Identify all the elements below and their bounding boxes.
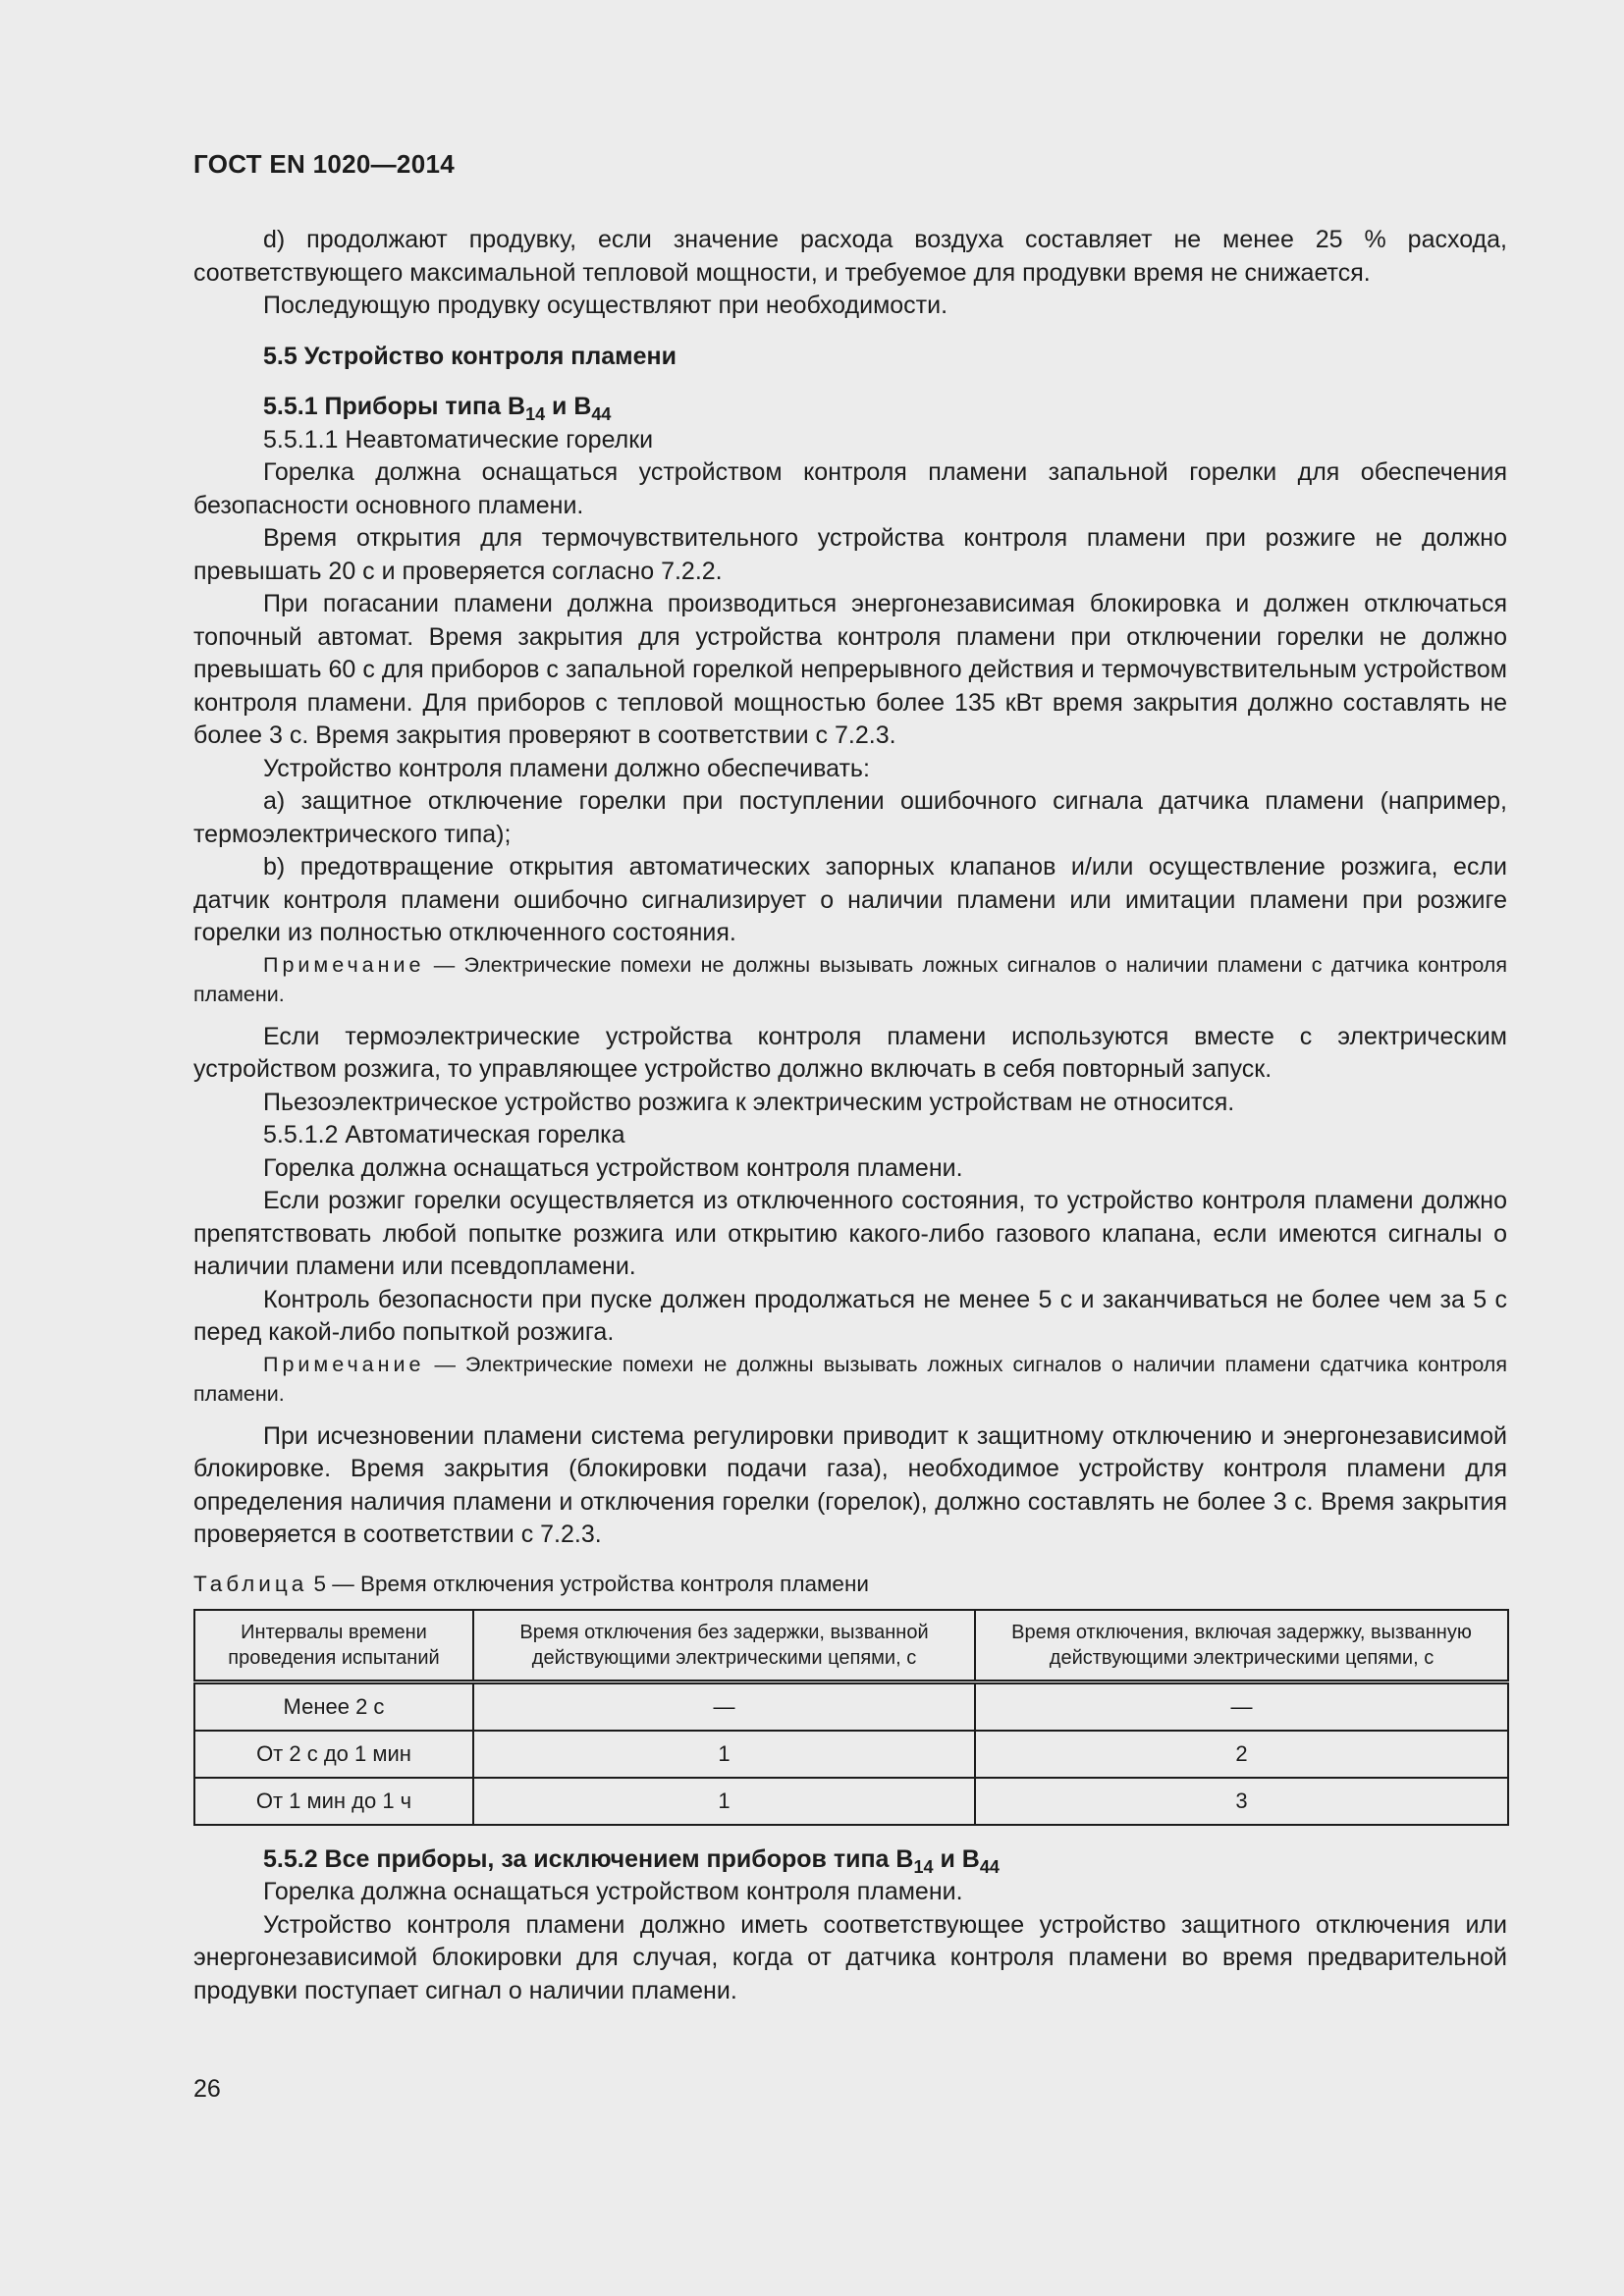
table-header-cell: Интервалы времени проведения испытаний (194, 1610, 473, 1682)
paragraph-purge-continue: d) продолжают продувку, если значение расхода воздуха составляет не менее 25 % расхода, соответствующего максимальной тепловой мощности, и требуемое для продувки время не снижается. (193, 226, 1507, 287)
page-content (193, 224, 1507, 2007)
note-label: Примечание (263, 952, 425, 977)
standard-header: ГОСТ EN 1020—2014 (193, 149, 455, 179)
table-cell: 1 (473, 1778, 975, 1825)
paragraph-safety-check: Контроль безопасности при пуске должен продолжаться не менее 5 с и заканчиваться не более чем за 5 с перед какой-либо попыткой розжига. (193, 1285, 1507, 1346)
paragraph-device-requirements: Устройство контроля пламени должно обеспечивать: (263, 754, 870, 782)
table-cell: — (473, 1682, 975, 1731)
table-cell: — (975, 1682, 1508, 1731)
table-row (194, 1682, 1508, 1731)
section-heading-5-5-2: 5.5.2 Все приборы, за исключением приборов типа $B_{14}$ и $B_{44}$ (263, 1844, 1000, 1877)
note-1: Примечание — Электрические помехи не должны вызывать ложных сигналов о наличии пламени с датчика контроля пламени. (193, 952, 1507, 1006)
section-heading-5-5: 5.5 Устройство контроля пламени (263, 342, 677, 370)
subsection-heading-5-5-1-1: 5.5.1.1 Неавтоматические горелки (263, 425, 654, 454)
paragraph-post-purge: Последующую продувку осуществляют при необходимости. (263, 292, 948, 319)
paragraph-auto-burner: Горелка должна оснащаться устройством контроля пламени. (263, 1153, 963, 1182)
table-cell: От 1 мин до 1 ч (194, 1778, 473, 1825)
paragraph-thermoelectric: Если термоэлектрические устройства контроля пламени используются вместе с электрическим устройством розжига, то управляющее устройство должно включать в себя повторный запуск. (193, 1022, 1507, 1083)
shutdown-time-table (193, 1609, 1509, 1826)
paragraph-flame-loss: При исчезновении пламени система регулировки приводит к защитному отключению и энергонезависимой блокировке. Время закрытия (блокировки подачи газа), необходимое устройству контроля пламени для определения наличия пламени и отключения горелки (горелок), должно составлять не более 3 с. Время закрытия проверяется в соответствии с 7.2.3. (193, 1421, 1507, 1548)
table-header-cell: Время отключения, включая задержку, вызванную действующими электрическими цепями, с (975, 1610, 1508, 1682)
paragraph-opening-time: Время открытия для термочувствительного устройства контроля пламени при розжиге не должно превышать 20 с и проверяется согласно 7.2.2. (193, 524, 1507, 585)
paragraph-all-appliances: Горелка должна оснащаться устройством контроля пламени. (263, 1878, 963, 1905)
table-row (194, 1731, 1508, 1778)
subsection-heading-5-5-1-2: 5.5.1.2 Автоматическая горелка (263, 1121, 625, 1148)
note-2: Примечание — Электрические помехи не должны вызывать ложных сигналов о наличии пламени сдатчика контроля пламени. (193, 1352, 1507, 1406)
page-number: 26 (193, 2075, 221, 2103)
note-label: Примечание (263, 1352, 425, 1376)
table-header-cell: Время отключения без задержки, вызванной действующими электрическими цепями, с (473, 1610, 975, 1682)
section-heading-5-5-1: 5.5.1 Приборы типа $B_{14}$ и $B_{44}$ (263, 393, 612, 424)
paragraph-flame-failure: При погасании пламени должна производиться энергонезависимая блокировка и должен отключаться топочный автомат. Время закрытия для устройства контроля пламени при отключении горелки не должно превышать 60 с для приборов с запальной горелкой непрерывного действия и термочувствительным устройством контроля пламени. Для приборов с тепловой мощностью более 135 кВт время закрытия должно составлять не более 3 с. Время закрытия проверяют в соответствии с 7.2.3. (193, 590, 1507, 749)
table-caption: Таблица 5 — Время отключения устройства контроля пламени (193, 1571, 869, 1596)
table-cell: 1 (473, 1731, 975, 1778)
list-item-a: a) защитное отключение горелки при поступлении ошибочного сигнала датчика пламени (например, термоэлектрического типа); (193, 787, 1507, 848)
table-header-row (194, 1610, 1508, 1682)
table-cell: От 2 с до 1 мин (194, 1731, 473, 1778)
table-cell: Менее 2 с (194, 1682, 473, 1731)
list-item-b: b) предотвращение открытия автоматических запорных клапанов и/или осуществление розжига, если датчик контроля пламени ошибочно сигнализирует о наличии пламени или имитации пламени при розжиге горелки из полностью отключенного состояния. (193, 853, 1507, 946)
table-cell: 3 (975, 1778, 1508, 1825)
paragraph-ignition-prevention: Если розжиг горелки осуществляется из отключенного состояния, то устройство контроля пламени должно препятствовать любой попытке розжига или открытию какого-либо газового клапана, если имеются сигналы о наличии пламени или псевдопламени. (193, 1187, 1507, 1280)
paragraph-piezo: Пьезоэлектрическое устройство розжига к электрическим устройствам не относится. (263, 1088, 1235, 1116)
paragraph-pilot-monitoring: Горелка должна оснащаться устройством контроля пламени запальной горелки для обеспечения безопасности основного пламени. (193, 458, 1507, 519)
table-cell: 2 (975, 1731, 1508, 1778)
table-row (194, 1778, 1508, 1825)
paragraph-prepurge-signal: Устройство контроля пламени должно иметь соответствующее устройство защитного отключения или энергонезависимой блокировки для случая, когда от датчика контроля пламени во время предварительной продувки поступает сигнал о наличии пламени. (193, 1910, 1507, 2004)
